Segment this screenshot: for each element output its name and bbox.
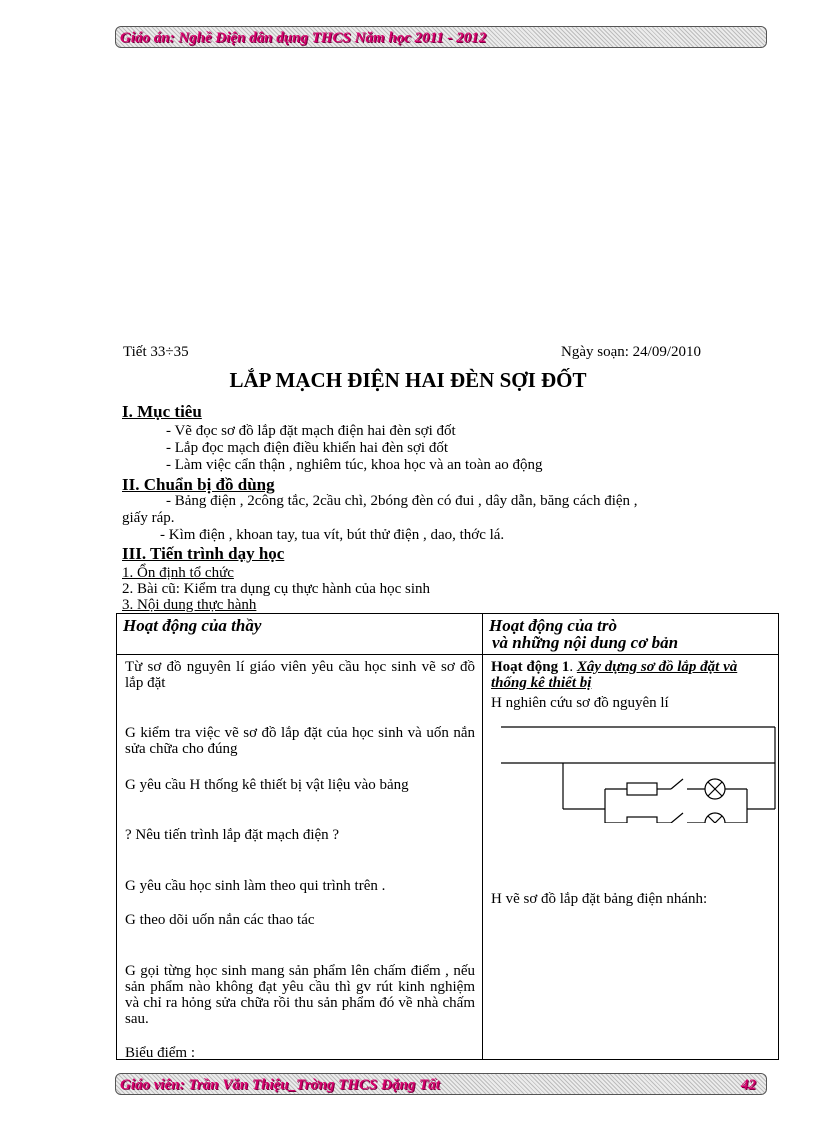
section3-heading: III. Tiến trình dạy học <box>122 544 285 563</box>
footer-banner-text: Giáo viên: Trần Văn Thiệu_Trờng THCS Đặng Tất <box>120 1077 440 1093</box>
teacher-step: G yêu cầu học sinh làm theo qui trình trên . <box>125 878 386 894</box>
activity-heading: Hoạt động 1. Xây dựng sơ đồ lắp đặt và thống kê thiết bị <box>491 659 738 691</box>
lamp-2-cross <box>708 816 722 823</box>
lesson-table <box>116 613 779 1060</box>
activity-label: Hoạt động 1 <box>491 659 570 675</box>
student-step: H nghiên cứu sơ đồ nguyên lí <box>491 695 669 711</box>
page-title: LẮP MẠCH ĐIỆN HAI ĐÈN SỢI ĐỐT <box>229 368 587 392</box>
teacher-step: Từ sơ đồ nguyên lí giáo viên yêu cầu học sinh vẽ sơ đồ lắp đặt <box>125 659 475 691</box>
table-header-row <box>117 614 779 655</box>
teacher-step: G yêu cầu H thống kê thiết bị vật liệu vào bảng <box>125 777 409 793</box>
section3-item: 2. Bài cũ: Kiểm tra dụng cụ thực hành của học sinh <box>122 581 431 597</box>
section1-heading: I. Mục tiêu <box>122 402 202 421</box>
fuse-1 <box>627 783 657 795</box>
footer-banner <box>115 1073 767 1095</box>
fuse-2 <box>627 817 657 823</box>
lesson-period: Tiết 33÷35 <box>123 344 189 360</box>
col1-header: Hoạt động của thầy <box>123 616 262 635</box>
student-activity-cell <box>483 655 779 1060</box>
section1-item: - Vẽ đọc sơ đồ lắp đặt mạch điện hai đèn sợi đốt <box>166 423 456 439</box>
col2-header-line2: và những nội dung cơ bản <box>492 633 679 652</box>
table-header-student <box>483 614 779 655</box>
table-row <box>117 655 779 1060</box>
section2-heading: II. Chuẩn bị đồ dùng <box>122 475 275 494</box>
section2-item: - Bảng điện , 2công tắc, 2cầu chì, 2bóng đèn có đui , dây dẫn, băng cách điện , <box>166 493 638 509</box>
section2-item: - Kìm điện , khoan tay, tua vít, bút thử điện , dao, thớc lá. <box>160 527 505 543</box>
teacher-step: G gọi từng học sinh mang sản phẩm lên chấm điểm , nếu sản phẩm nào không đạt yêu cầu thì gv rút kinh nghiệm và chỉ ra hỏng sửa chữa rồi thu sản phẩm đó về nhà chấm sau. <box>125 963 475 1027</box>
teacher-step: G kiểm tra việc vẽ sơ đồ lắp đặt của học sinh và uốn nắn sửa chữa cho đúng <box>125 725 475 757</box>
table-header-teacher <box>117 614 483 655</box>
section3-item: 1. Ổn định tổ chức <box>122 565 234 581</box>
teacher-step: ? Nêu tiến trình lắp đặt mạch điện ? <box>125 827 340 843</box>
header-banner <box>115 26 767 48</box>
switch-1 <box>671 779 683 789</box>
section1-item: - Lắp đọc mạch điện điều khiển hai đèn sợi đốt <box>166 440 449 456</box>
wiring-diagram <box>483 713 779 823</box>
student-step: H vẽ sơ đồ lắp đặt bảng điện nhánh: <box>491 891 708 907</box>
teacher-activity-cell <box>117 655 483 1060</box>
col2-header-line1: Hoạt động của trò <box>489 616 617 635</box>
section2-item: giấy ráp. <box>122 510 175 526</box>
header-banner-text: Giáo án: Nghề Điện dân dụng THCS Năm học 2011 - 2012 <box>120 30 487 46</box>
activity-title: Xây dựng sơ đồ lắp đặt và thống kê thiết bị <box>491 659 738 691</box>
section1-item: - Làm việc cẩn thận , nghiêm túc, khoa học và an toàn ao động <box>166 457 543 473</box>
teacher-step: Biểu điểm : <box>125 1045 195 1061</box>
teacher-step: G theo dõi uốn nắn các thao tác <box>125 912 315 928</box>
lesson-date: Ngày soạn: 24/09/2010 <box>561 344 701 360</box>
page-number: 42 <box>741 1077 756 1093</box>
switch-2 <box>671 813 683 823</box>
section3-item: 3. Nội dung thực hành <box>122 597 257 613</box>
lamp-2-cross <box>708 816 722 823</box>
lamp-2 <box>705 813 725 823</box>
